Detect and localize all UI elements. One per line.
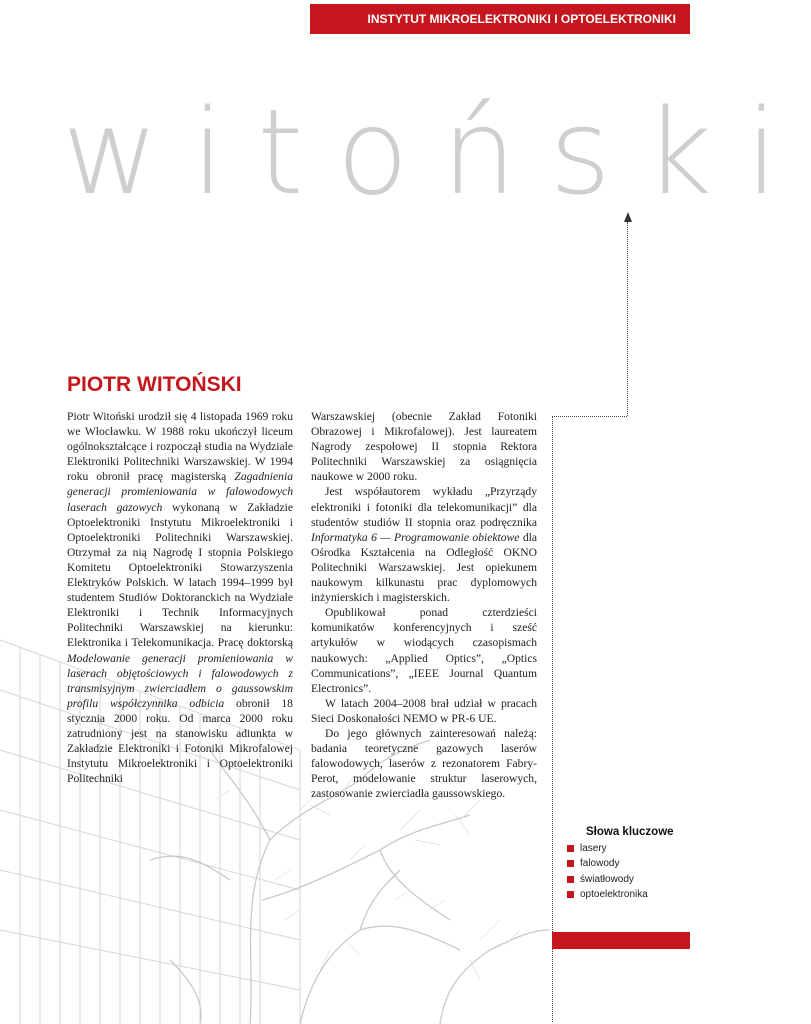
decorative-surname: witoński	[62, 83, 811, 221]
keyword-item: falowody	[566, 856, 696, 871]
keywords-box	[566, 826, 696, 903]
square-bullet-icon	[567, 845, 574, 852]
biography-column-right	[311, 409, 537, 801]
thesis-title-doctoral: Modelowanie generacji promieniowania w laserach objętościowych i falowodowych z transmisyjnym zwierciadłem o gaussowskim profilu współczynnika odbicia	[67, 651, 293, 710]
keywords-list	[566, 841, 696, 903]
biography-paragraph-1: Piotr Witoński urodził się 4 listopada 1969 roku we Włocławku. W 1988 roku ukończył liceum ogólnokształcące i rozpoczął studia na Wydziale Elektroniki Politechniki Warszawskiej. W 1994 roku obronił pracę magisterską Zagadnienia generacji promieniowania w falowodowych laserach gazowych wykonaną w Zakładzie Optoelektroniki Instytutu Mikroelektroniki i Optoelektroniki Politechniki Warszawskiej. Otrzymał za nią Nagrodę I stopnia Polskiego Komitetu Optoelektroniki Stowarzyszenia Elektryków Polskich. W latach 1994–1999 był studentem Studiów Doktoranckich na Wydziale Elektroniki i Technik Informacyjnych Politechniki Warszawskiej na kierunku: Elektronika i Telekomunikacja. Pracę doktorską Modelowanie generacji promieniowania w laserach objętościowych i falowodowych z transmisyjnym zwierciadłem o gaussowskim profilu współczynnika odbicia obronił 18 stycznia 2000 roku. Od marca 2000 roku zatrudniony jest na stanowisku adiunkta w Zakładzie Elektroniki i Fotoniki Mikrofalowej Instytutu Mikroelektroniki i Optoelektroniki Politechniki	[67, 410, 293, 786]
keyword-item: optoelektronika	[566, 887, 696, 902]
biography-paragraph-continued: Warszawskiej (obecnie Zakład Fotoniki Obrazowej i Mikrofalowej). Jest laureatem Nagrody zespołowej II stopnia Rektora Politechniki Warszawskiej za osiągnięcia naukowe w 2000 roku.	[311, 410, 537, 484]
biography-paragraph-publications: Opublikował ponad czterdzieści komunikatów konferencyjnych i sześć artykułów w wiodących czasopismach naukowych: „Applied Optics”, „Optics Communications”, „IEEE Journal Quantum Electronics”.	[311, 606, 537, 695]
thesis-title-masters: Zagadnienia generacji promieniowania w falowodowych laserach gazowych	[67, 470, 293, 514]
person-name-heading: PIOTR WITOŃSKI	[67, 373, 242, 396]
square-bullet-icon	[567, 876, 574, 883]
biography-paragraph-interests: Do jego głównych zainteresowań należą: badania teoretyczne gazowych laserów falowodowych, laserów z rezonatorem Fabry-Perot, modelowanie struktur laserowych, zastosowanie zwierciadła gaussowskiego.	[311, 726, 537, 801]
dotted-guide-upper	[627, 222, 628, 416]
footer-band	[552, 932, 690, 949]
biography-paragraph-projects: W latach 2004–2008 brał udział w pracach Sieci Doskonałości NEMO w PR-6 UE.	[311, 696, 537, 725]
square-bullet-icon	[567, 891, 574, 898]
institute-name: INSTYTUT MIKROELEKTRONIKI I OPTOELEKTRONIKI	[367, 12, 676, 26]
biography-column-left	[67, 409, 293, 786]
square-bullet-icon	[567, 860, 574, 867]
biography-paragraph-teaching: Jest współautorem wykładu „Przyrządy elektroniki i fotoniki dla telekomunikacji” dla studentów studiów II stopnia oraz podręcznika Informatyka 6 — Programowanie obiektowe dla Ośrodka Kształcenia na Odległość OKNO Politechniki Warszawskiej. Jest opiekunem naukowym kilkunastu prac dyplomowych inżynierskich i magisterskich.	[311, 485, 537, 605]
keywords-title: Słowa kluczowe	[586, 826, 674, 838]
arrow-up-icon	[624, 212, 632, 222]
keyword-item: światłowody	[566, 872, 696, 887]
dotted-guide-horizontal	[552, 416, 627, 417]
textbook-title: Informatyka 6 — Programowanie obiektowe	[311, 530, 520, 544]
keyword-item: lasery	[566, 841, 696, 856]
header-band	[310, 4, 690, 34]
